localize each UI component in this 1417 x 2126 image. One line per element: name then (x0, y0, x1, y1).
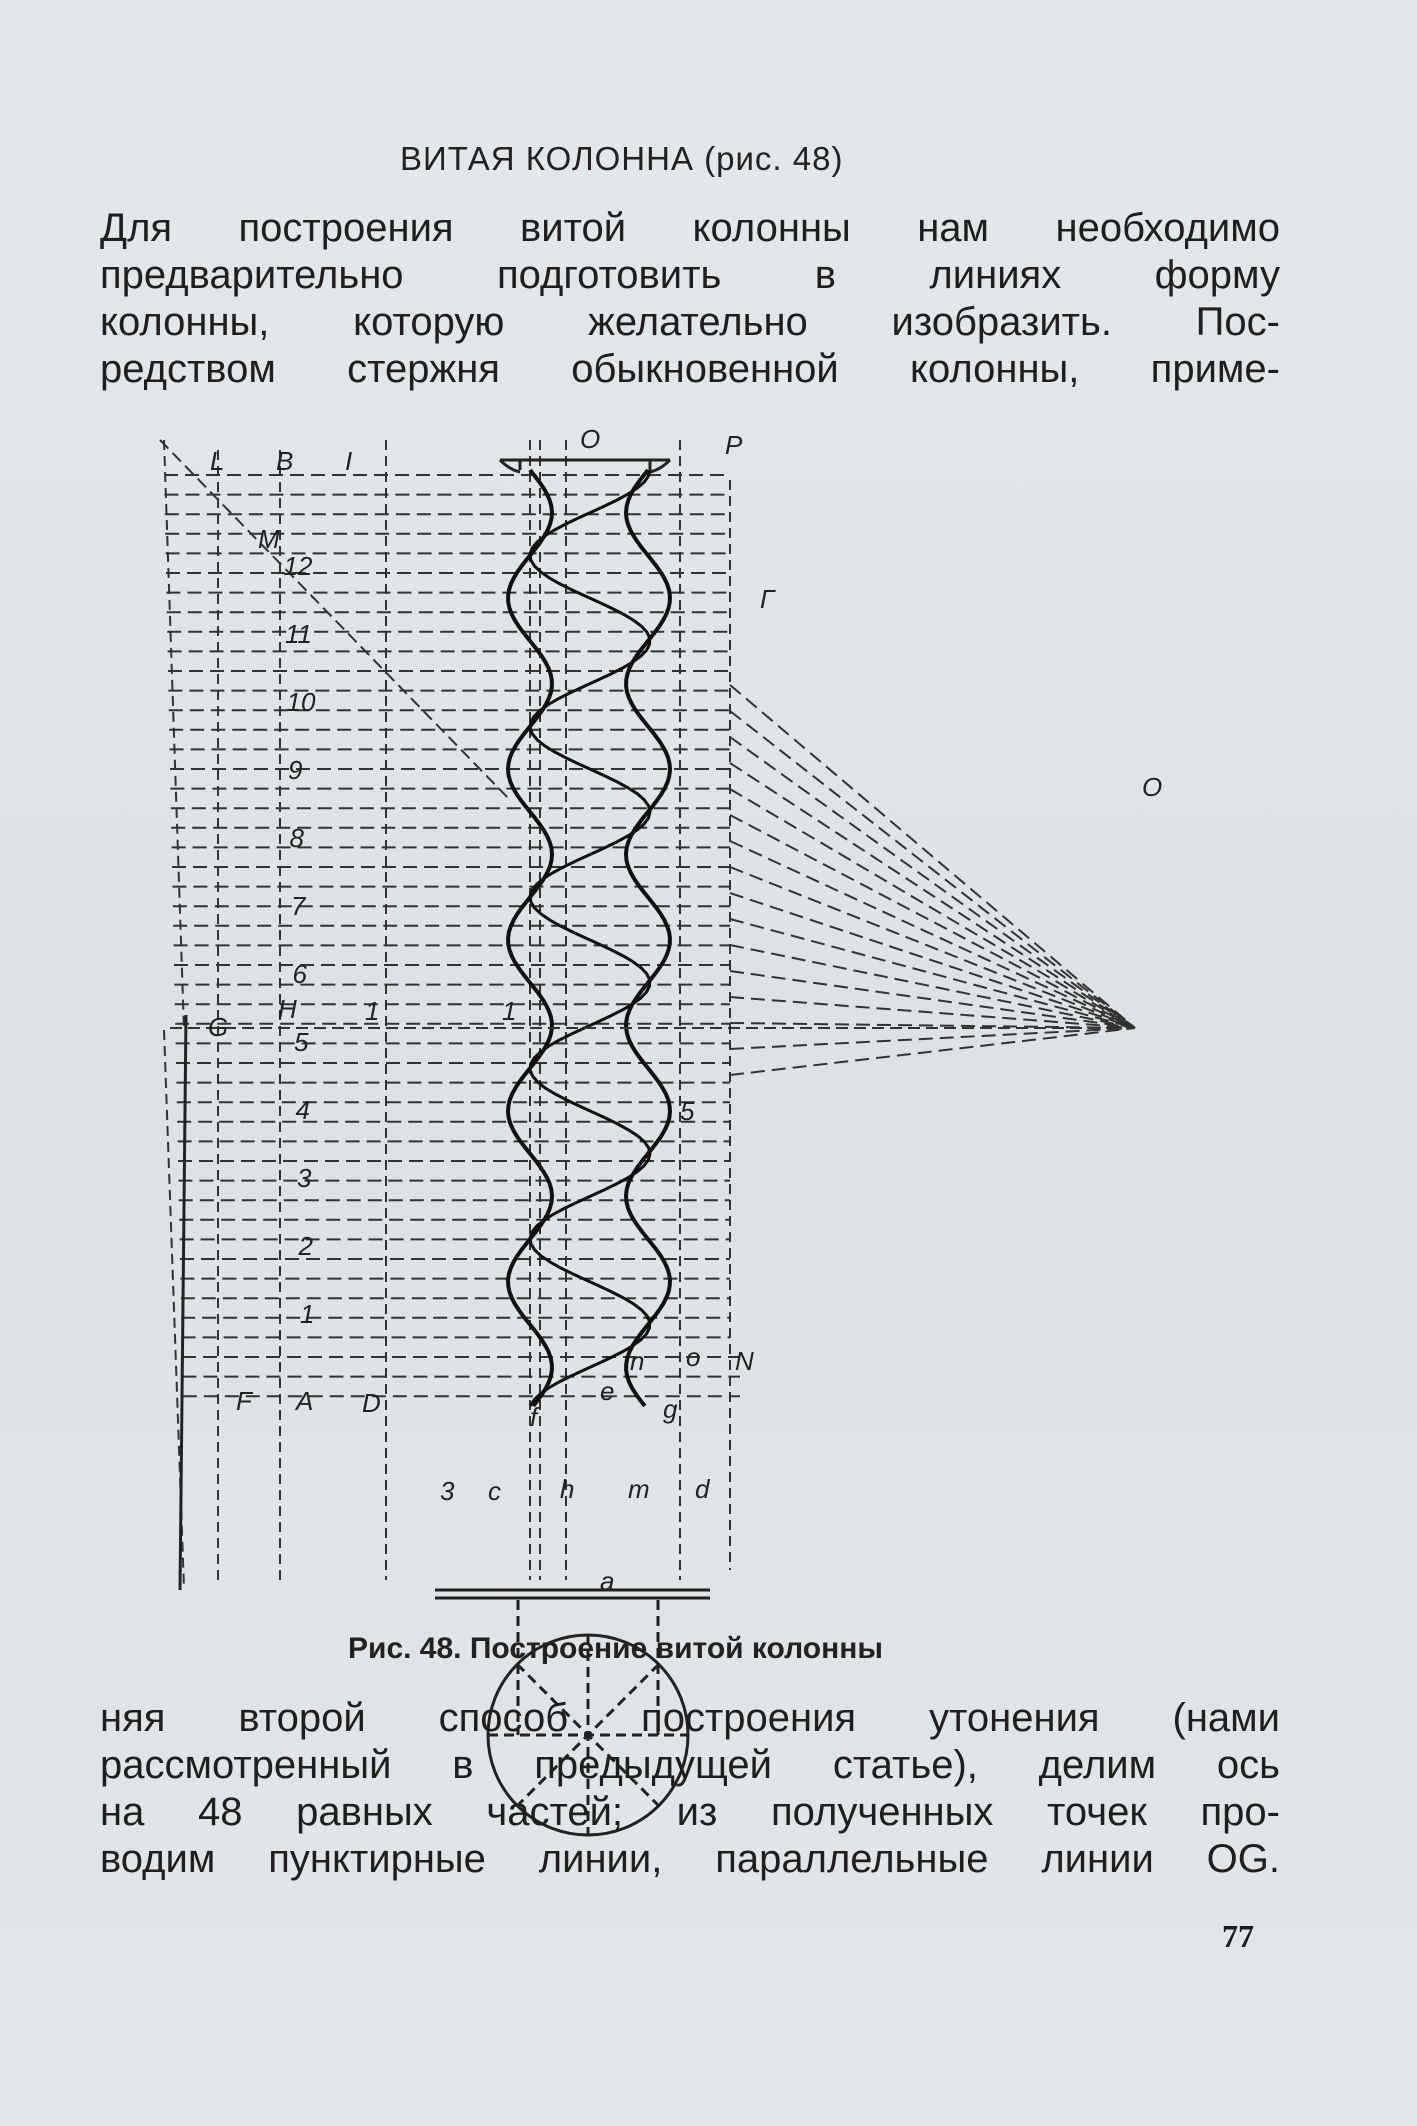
label-g: g (663, 1394, 678, 1424)
label-M: M (258, 524, 280, 554)
label-B: B (276, 446, 294, 476)
column-outline-right (626, 470, 670, 1406)
division-scale (284, 551, 316, 1329)
perspective-ray (730, 763, 1135, 1028)
label-D: D (362, 1388, 381, 1418)
scale-number: 4 (295, 1095, 310, 1125)
scale-number: 8 (289, 823, 304, 853)
text-line: предварительно подготовить в линиях форму (100, 253, 1280, 297)
label-P: P (725, 430, 743, 460)
label-G-region: Г (760, 584, 775, 614)
perspective-ray (730, 867, 1135, 1028)
scale-number: 2 (298, 1231, 313, 1261)
scale-number: 9 (288, 755, 303, 785)
label-c: c (488, 1476, 501, 1506)
text-line: колонны, которую желательно изобразить. Пос- (100, 300, 1280, 344)
label-H: H (278, 994, 297, 1024)
scale-number: 10 (286, 687, 316, 717)
label-one-left: 1 (502, 996, 517, 1026)
scale-number: 5 (294, 1027, 309, 1057)
label-A: A (296, 1386, 314, 1416)
scale-number: 11 (285, 619, 312, 649)
scale-number: 3 (297, 1163, 312, 1193)
perspective-ray (730, 997, 1135, 1028)
paragraph-top (100, 205, 1280, 393)
scale-number: 7 (291, 891, 306, 921)
label-N: N (735, 1346, 754, 1376)
label-five-right: 5 (680, 1096, 695, 1126)
label-f: f (530, 1402, 538, 1432)
column-construction-drawing (150, 424, 1200, 1620)
perspective-ray (730, 1028, 1135, 1049)
label-n: n (630, 1346, 645, 1376)
text-line: водим пунктирные линии, параллельные линии OG. (100, 1837, 1280, 1881)
text-line: редством стержня обыкновенной колонны, приме- (100, 347, 1280, 391)
text-line: Для построения витой колонны нам необходимо (100, 206, 1280, 250)
label-o: o (686, 1342, 701, 1372)
column-twist-line (530, 470, 650, 1406)
figure-caption: Рис. 48. Построение витой колонны (348, 1632, 883, 1665)
label-F: F (236, 1386, 252, 1416)
label-a: a (600, 1566, 615, 1596)
text-line: няя второй способ построения утонения (нами (100, 1696, 1280, 1740)
paragraph-bottom (100, 1695, 1280, 1883)
label-m: m (628, 1474, 650, 1504)
label-L: L (210, 446, 225, 476)
section-heading: ВИТАЯ КОЛОННА (рис. 48) (400, 140, 844, 177)
label-G: G (208, 1012, 229, 1042)
perspective-ray (730, 789, 1135, 1028)
scale-number: 12 (283, 551, 313, 581)
scale-number: 6 (292, 959, 307, 989)
perspective-ray (730, 945, 1135, 1028)
perspective-rays (730, 685, 1135, 1075)
label-h: h (560, 1474, 575, 1504)
figure-twisted-column (150, 424, 1200, 1620)
page-number: 77 (1222, 1918, 1254, 1954)
label-d: d (695, 1474, 710, 1504)
label-one-mid: 1 (365, 996, 380, 1026)
perspective-ray (730, 737, 1135, 1028)
text-line: рассмотренный в предыдущей статье), делим ось (100, 1743, 1280, 1787)
horizontal-dashed-lines (164, 475, 740, 1396)
label-O-right: O (1142, 772, 1163, 802)
scale-number: 1 (300, 1299, 315, 1329)
label-I-top: I (345, 446, 353, 476)
label-three: 3 (440, 1476, 455, 1506)
perspective-ray (730, 685, 1135, 1028)
perspective-ray (730, 815, 1135, 1028)
perspective-ray (730, 893, 1135, 1028)
text-line: на 48 равных частей; из полученных точек про- (100, 1790, 1280, 1834)
label-e: e (600, 1376, 615, 1406)
label-O-top: O (580, 424, 601, 454)
perspective-ray (730, 1028, 1135, 1075)
